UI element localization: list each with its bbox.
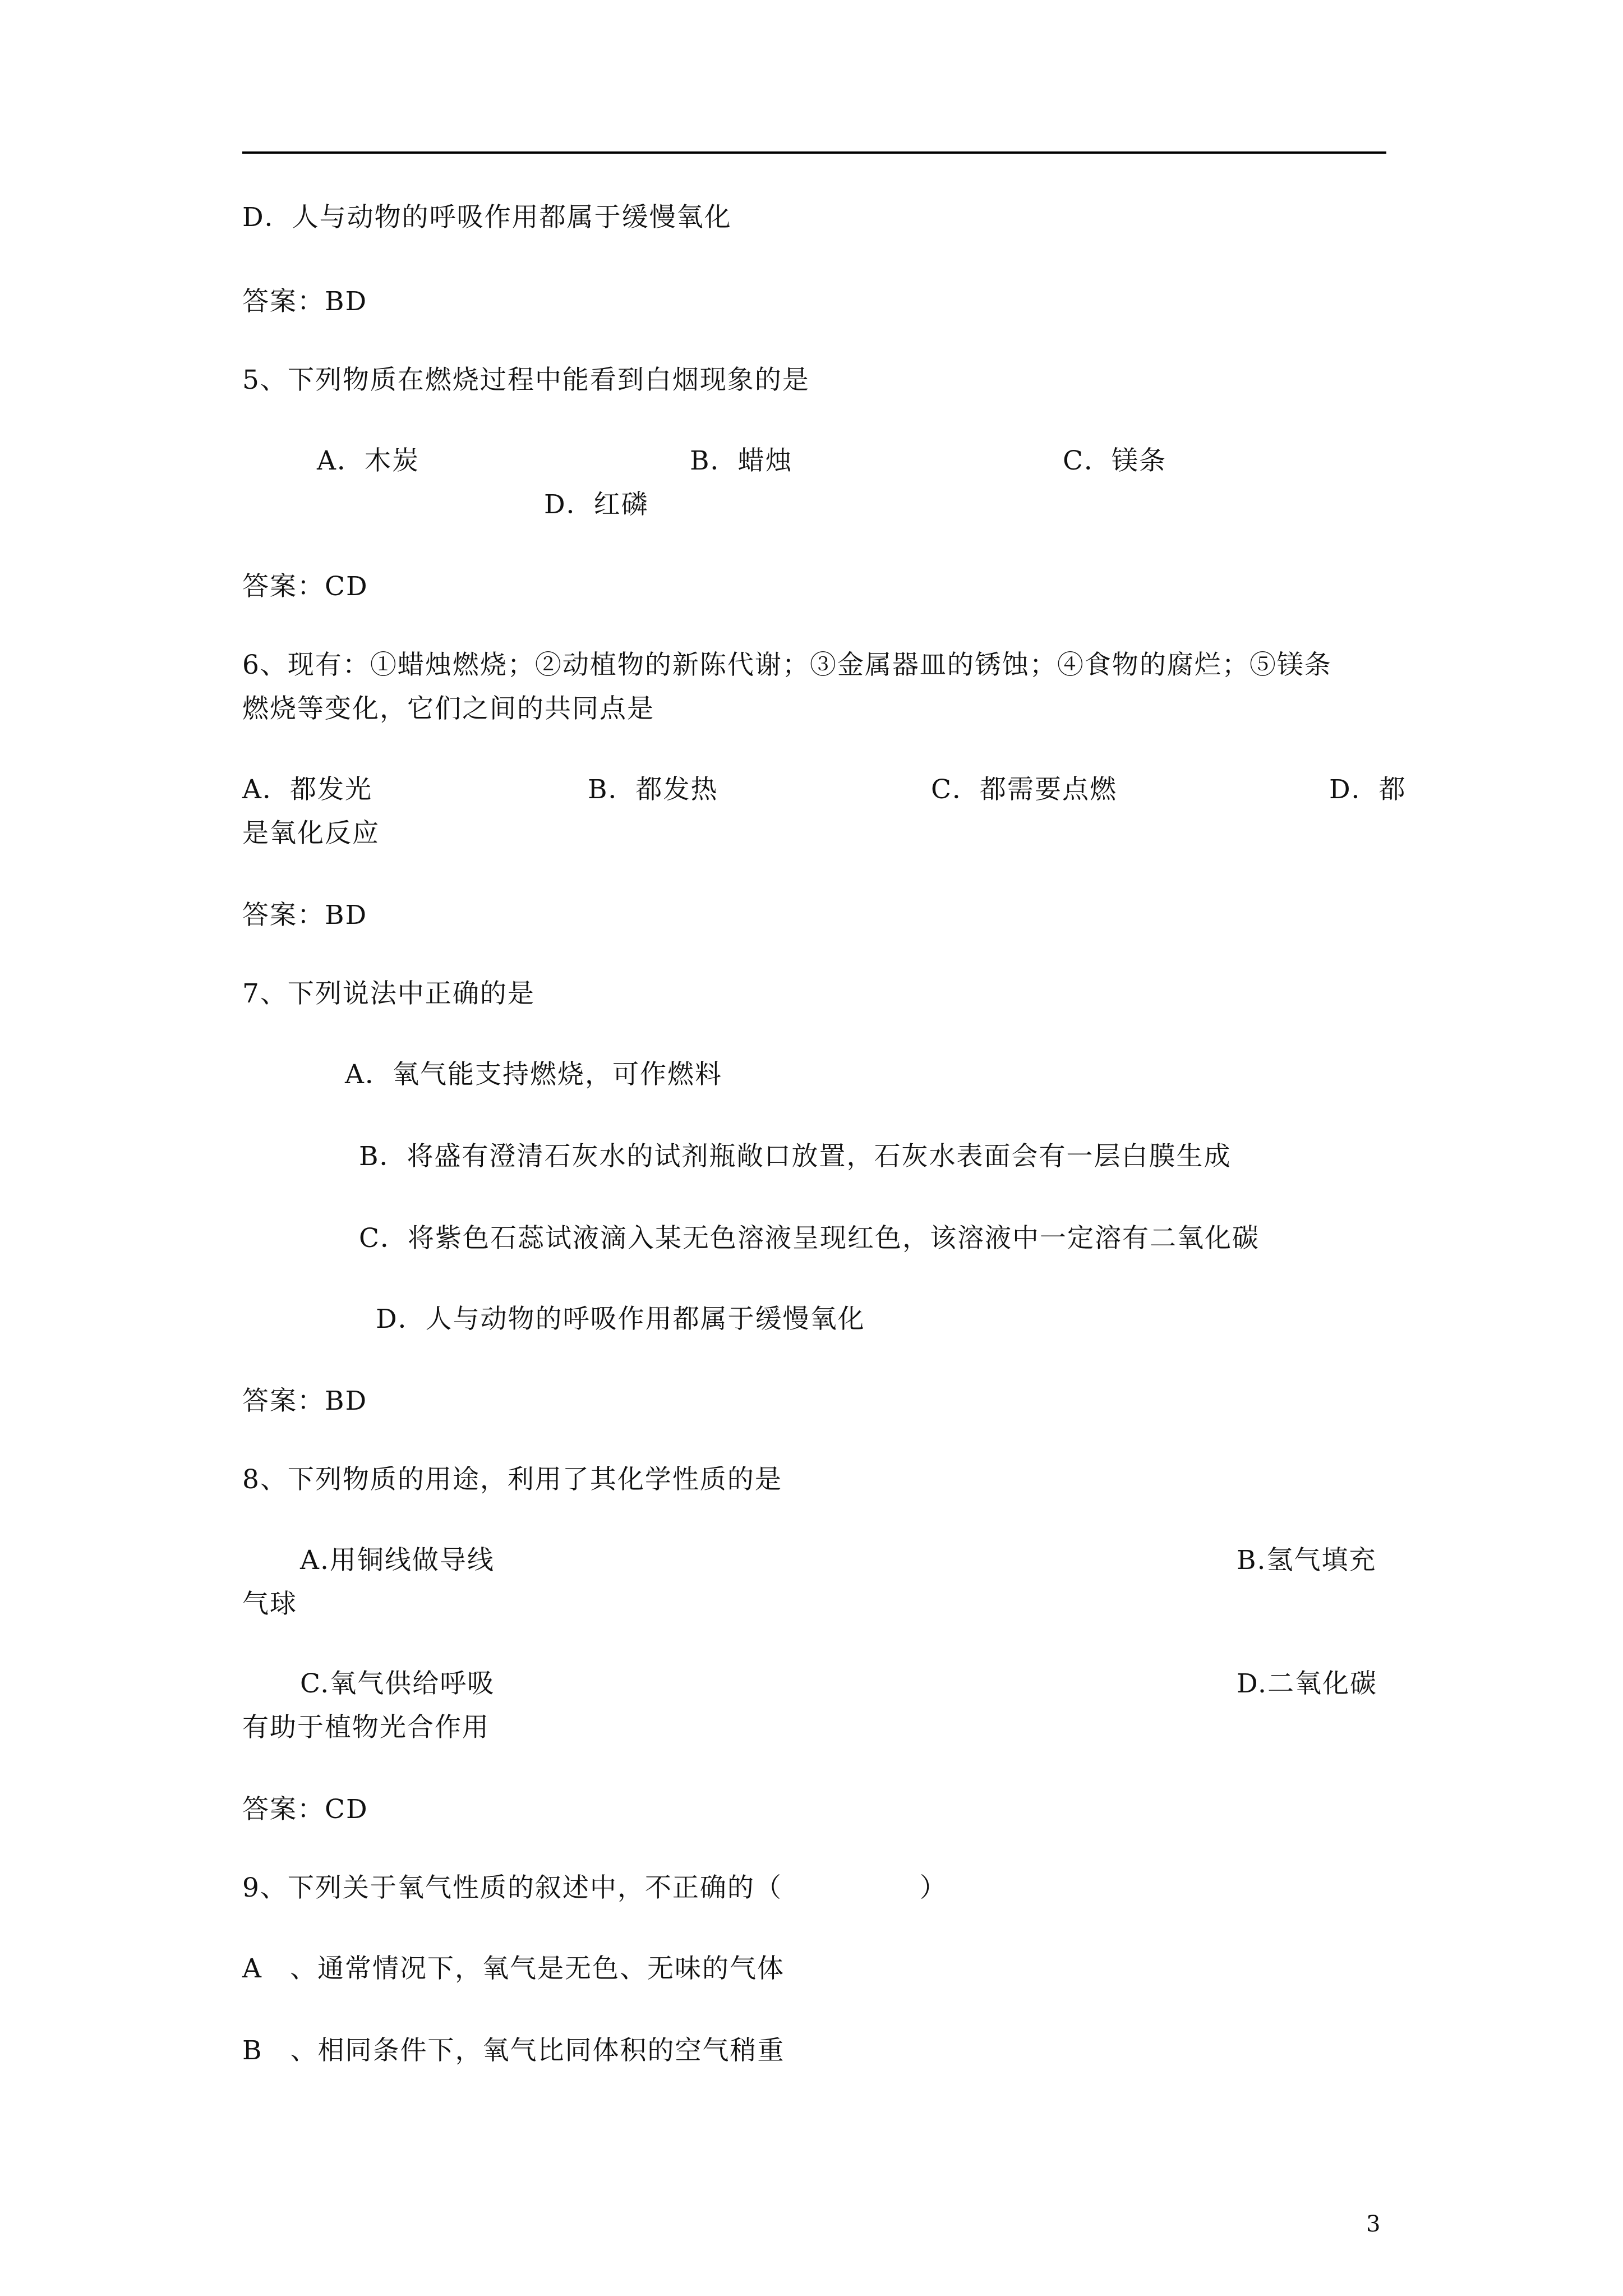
q7-option-b: B．将盛有澄清石灰水的试剂瓶敞口放置，石灰水表面会有一层白膜生成	[359, 1141, 1232, 1172]
q7-option-d: D．人与动物的呼吸作用都属于缓慢氧化	[376, 1304, 865, 1335]
header-rule	[242, 151, 1386, 154]
q9-option-a: A 、通常情况下，氧气是无色、无味的气体	[242, 1953, 785, 1984]
q8-option-a: A.用铜线做导线	[300, 1545, 495, 1576]
q4-answer: 答案：BD	[242, 286, 368, 317]
q8-option-c: C.氧气供给呼吸	[300, 1668, 495, 1699]
q4-option-d: D．人与动物的呼吸作用都属于缓慢氧化	[242, 202, 732, 233]
q8-option-d-continued: 有助于植物光合作用	[242, 1712, 490, 1743]
q6-option-d-continued: 是氧化反应	[242, 818, 380, 849]
q8-stem: 8、下列物质的用途，利用了其化学性质的是	[242, 1464, 782, 1495]
q5-option-d: D．红磷	[544, 489, 649, 520]
q9-stem: 9、下列关于氧气性质的叙述中，不正确的（ ）	[242, 1872, 947, 1903]
q5-option-b: B．蜡烛	[690, 445, 793, 476]
q7-answer: 答案：BD	[242, 1386, 368, 1416]
q8-option-d: D.二氧化碳	[1237, 1668, 1377, 1699]
q5-answer: 答案：CD	[242, 571, 368, 602]
q8-option-b-continued: 气球	[242, 1589, 297, 1619]
q6-stem-line2: 燃烧等变化，它们之间的共同点是	[242, 693, 654, 724]
q6-option-c: C．都需要点燃	[931, 774, 1117, 805]
q9-option-b: B 、相同条件下，氧气比同体积的空气稍重	[242, 2035, 785, 2066]
q6-option-d: D．都	[1329, 774, 1407, 805]
q7-option-a: A．氧气能支持燃烧，可作燃料	[345, 1059, 722, 1090]
q6-option-a: A．都发光	[242, 774, 372, 805]
q6-option-b: B．都发热	[588, 774, 718, 805]
q6-answer: 答案：BD	[242, 900, 368, 931]
q7-option-c: C．将紫色石蕊试液滴入某无色溶液呈现红色，该溶液中一定溶有二氧化碳	[359, 1223, 1260, 1254]
q5-stem: 5、下列物质在燃烧过程中能看到白烟现象的是	[242, 365, 810, 395]
q7-stem: 7、下列说法中正确的是	[242, 978, 535, 1009]
q8-answer: 答案：CD	[242, 1794, 368, 1825]
q8-option-b: B.氢气填充	[1237, 1545, 1377, 1576]
q5-option-c: C．镁条	[1063, 445, 1166, 476]
q5-option-a: A．木炭	[317, 445, 419, 476]
page-number: 3	[1366, 2211, 1381, 2237]
q6-stem-line1: 6、现有：①蜡烛燃烧；②动植物的新陈代谢；③金属器皿的锈蚀；④食物的腐烂；⑤镁条	[242, 650, 1332, 680]
